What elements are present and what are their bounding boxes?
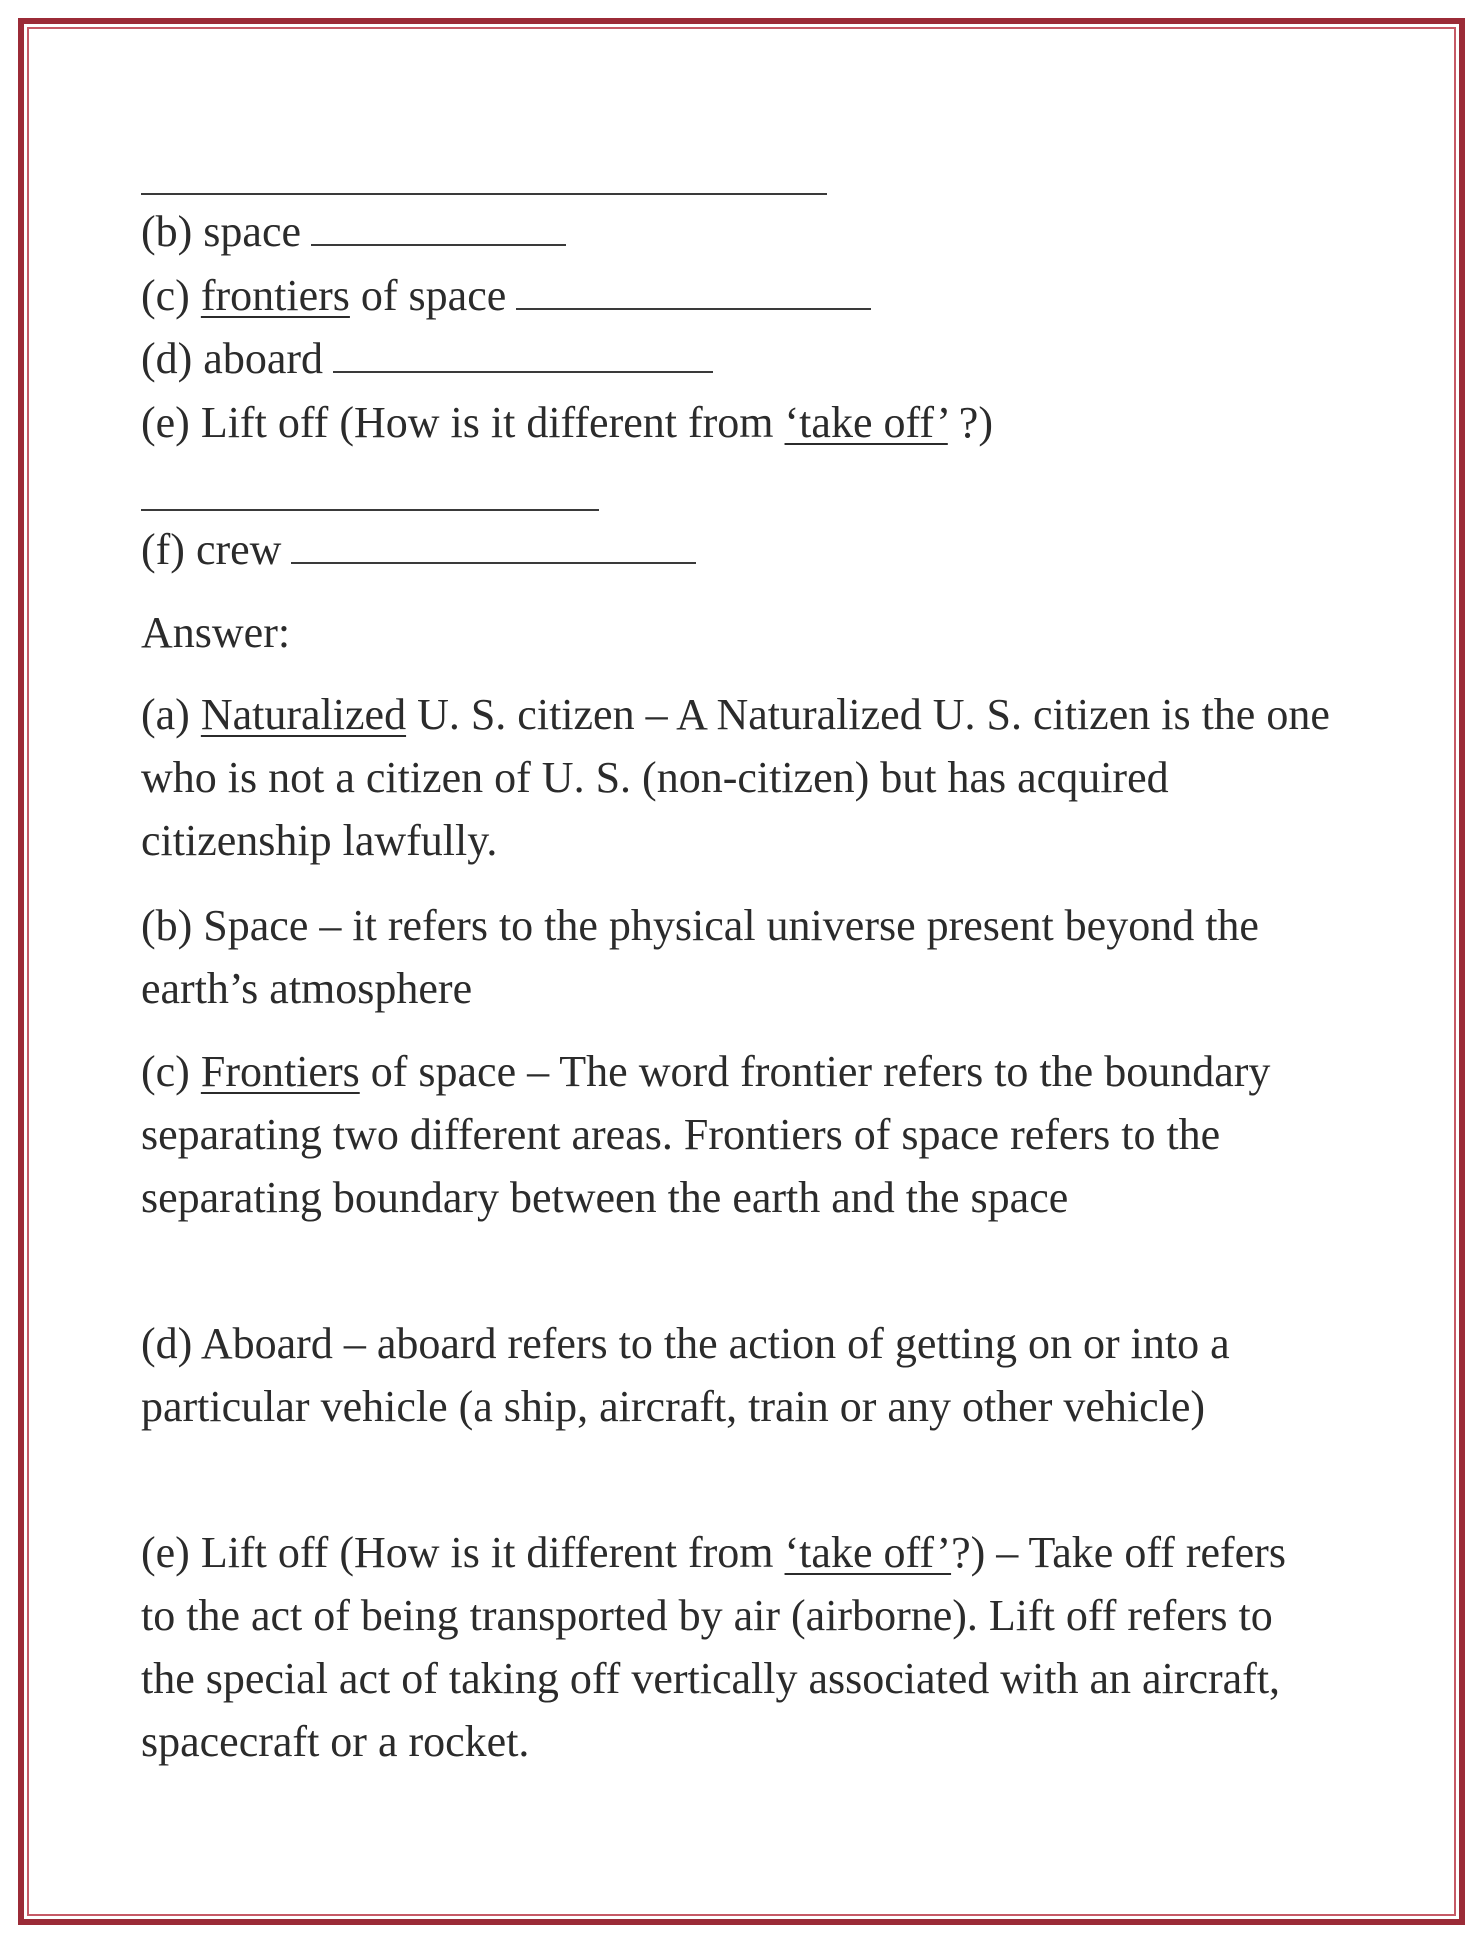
question-b: (b) space <box>141 200 566 263</box>
question-f: (f) crew <box>141 518 696 581</box>
question-c: (c) frontiers of space <box>141 264 871 327</box>
answer-blank-f <box>291 562 696 564</box>
answer-d: (d) Aboard – aboard refers to the action of getting on or into a particular vehicle (a ship, aircraft, train or any other vehicle) <box>141 1319 1230 1431</box>
answer-blank-c <box>516 308 871 310</box>
answer-e: (e) Lift off (How is it different from ‘take off’?) – Take off refers to the act of being transported by air (airborne). Lift off refers to the special act of taking off vertically associated with an aircraft, spacecraft or a rocket. <box>141 1528 1286 1766</box>
question-e: (e) Lift off (How is it different from ‘take off’ ?) <box>141 398 993 447</box>
answer-heading: Answer: <box>141 608 291 657</box>
answer-a: (a) Naturalized U. S. citizen – A Naturalized U. S. citizen is the one who is not a citizen of U. S. (non-citizen) but has acquired citizenship lawfully. <box>141 690 1330 865</box>
question-d: (d) aboard <box>141 327 713 390</box>
answer-blank-e <box>141 509 599 511</box>
answer-b: (b) Space – it refers to the physical universe present beyond the earth’s atmosphere <box>141 901 1259 1013</box>
answer-blank-b <box>311 244 566 246</box>
answer-c: (c) Frontiers of space – The word frontier refers to the boundary separating two different areas. Frontiers of space refers to the separating boundary between the earth and the space <box>141 1047 1271 1222</box>
answer-blank-a <box>141 193 827 195</box>
answer-blank-d <box>333 371 713 373</box>
